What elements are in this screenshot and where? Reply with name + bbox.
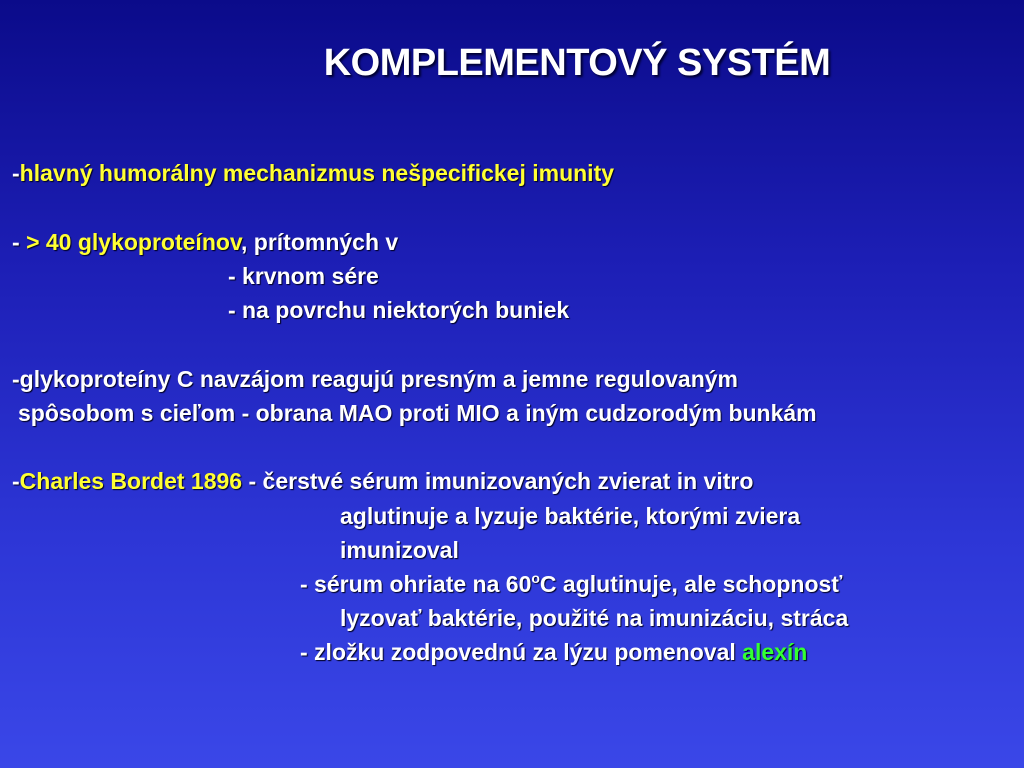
reaction-line-2: spôsobom s cieľom - obrana MAO proti MIO a iným cudzorodým bunkám (18, 400, 817, 426)
bordet-line-2: aglutinuje a lyzuje baktérie, ktorými zviera (340, 503, 801, 529)
sub-item-cells: - na povrchu niektorých buniek (228, 297, 570, 323)
bordet-line-3: imunizoval (340, 537, 459, 563)
bullet-bordet (12, 466, 753, 496)
bullet-dash: - (12, 366, 20, 392)
degree-sup: o (531, 570, 540, 586)
bullet-dash: - (12, 229, 20, 255)
reaction-line-1: glykoproteíny C navzájom reagujú presným a jemne regulovaným (19, 366, 738, 392)
slide-title: KOMPLEMENTOVÝ SYSTÉM (323, 42, 831, 84)
glycoprotein-count: > 40 glykoproteínov (26, 229, 242, 255)
heated-serum-text-2: C aglutinuje, ale schopnosť (539, 571, 843, 597)
bullet-dash: - (12, 160, 20, 186)
bullet-glycoproteins (12, 227, 398, 257)
alexin-intro: - zložku zodpovednú za lýzu pomenoval (300, 639, 743, 665)
heated-serum-text: - sérum ohriate na 60 (300, 571, 532, 597)
bullet-humoral (12, 158, 614, 188)
bordet-line-6 (300, 637, 807, 667)
bordet-line-5: lyzovať baktérie, použité na imunizáciu, stráca (340, 605, 849, 631)
alexin-term: alexín (742, 639, 808, 665)
humoral-text: hlavný humorálny mechanizmus nešpecifickej imunity (19, 160, 615, 186)
bordet-rest: - čerstvé sérum imunizovaných zvierat in vitro (242, 468, 754, 494)
bullet-reaction (12, 364, 738, 394)
bullet-dash: - (12, 468, 20, 494)
bordet-name: Charles Bordet 1896 (19, 468, 243, 494)
sub-item-serum: - krvnom sére (228, 263, 379, 289)
bordet-line-4 (300, 569, 842, 599)
glycoprotein-rest: , prítomných v (241, 229, 399, 255)
